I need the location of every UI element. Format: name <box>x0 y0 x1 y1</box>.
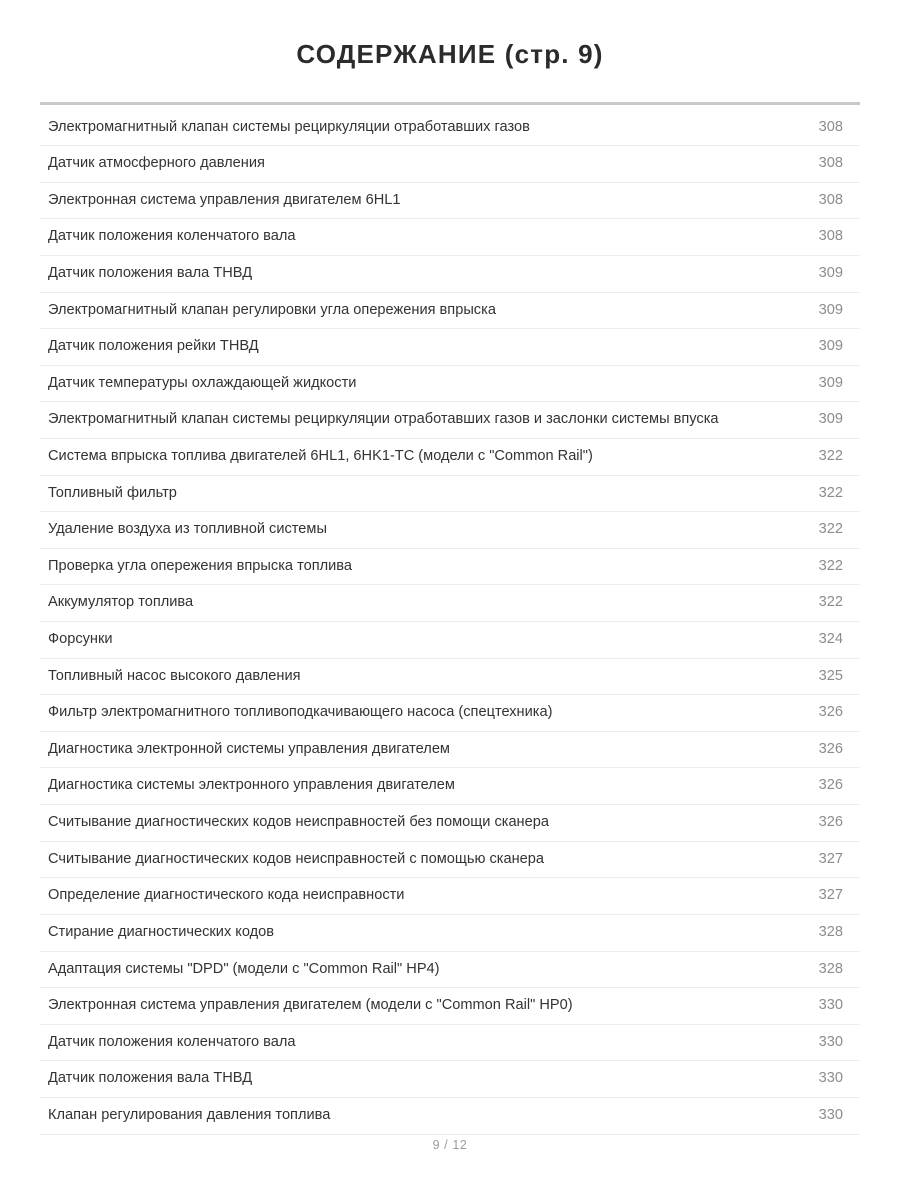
toc-entry-title: Топливный насос высокого давления <box>48 667 301 684</box>
toc-entry[interactable] <box>40 988 860 1025</box>
toc-entry-page-number: 328 <box>818 923 843 940</box>
toc-entry-title: Считывание диагностических кодов неисправностей с помощью сканера <box>48 850 544 867</box>
toc-entry-title: Датчик положения коленчатого вала <box>48 228 296 245</box>
toc-entry[interactable] <box>40 1098 860 1135</box>
toc-entry-page-number: 326 <box>818 777 843 794</box>
toc-entry[interactable] <box>40 512 860 549</box>
toc-entry-title: Клапан регулирования давления топлива <box>48 1106 331 1123</box>
toc-entry[interactable] <box>40 1025 860 1062</box>
toc-entry-title: Электронная система управления двигателем 6HL1 <box>48 191 401 208</box>
toc-entry-page-number: 322 <box>818 484 843 501</box>
toc-entry[interactable] <box>40 585 860 622</box>
toc-entry[interactable] <box>40 695 860 732</box>
toc-entry[interactable] <box>40 439 860 476</box>
toc-entry-title: Электромагнитный клапан системы рециркуляции отработавших газов и заслонки системы впуска <box>48 411 719 428</box>
toc-entry[interactable] <box>40 915 860 952</box>
toc-entry-page-number: 326 <box>818 704 843 721</box>
toc-entry[interactable] <box>40 878 860 915</box>
toc-entry-title: Диагностика системы электронного управления двигателем <box>48 777 455 794</box>
toc-entry-page-number: 308 <box>818 155 843 172</box>
toc-entry-page-number: 322 <box>818 521 843 538</box>
toc-entry-page-number: 330 <box>818 997 843 1014</box>
page-title: СОДЕРЖАНИЕ (стр. 9) <box>296 39 604 69</box>
toc-entry-title: Форсунки <box>48 631 113 648</box>
toc-entry-page-number: 322 <box>818 557 843 574</box>
toc-entry-page-number: 327 <box>818 887 843 904</box>
toc-entry[interactable] <box>40 732 860 769</box>
toc-entry-page-number: 327 <box>818 850 843 867</box>
toc-entry-title: Диагностика электронной системы управления двигателем <box>48 740 450 757</box>
toc-entry-page-number: 330 <box>818 1033 843 1050</box>
table-of-contents <box>0 105 900 1135</box>
page-indicator: 9 / 12 <box>432 1138 468 1152</box>
toc-entry[interactable] <box>40 105 860 147</box>
toc-entry-title: Удаление воздуха из топливной системы <box>48 521 327 538</box>
toc-entry-page-number: 326 <box>818 740 843 757</box>
toc-entry[interactable] <box>40 659 860 696</box>
toc-entry-title: Электромагнитный клапан системы рециркуляции отработавших газов <box>48 118 530 135</box>
page-footer <box>0 1136 900 1200</box>
toc-entry-title: Датчик положения вала ТНВД <box>48 264 253 281</box>
toc-entry[interactable] <box>40 1061 860 1098</box>
toc-entry-title: Определение диагностического кода неисправности <box>48 887 405 904</box>
toc-entry[interactable] <box>40 256 860 293</box>
toc-entry[interactable] <box>40 476 860 513</box>
toc-entry[interactable] <box>40 549 860 586</box>
toc-entry[interactable] <box>40 146 860 183</box>
toc-entry-title: Стирание диагностических кодов <box>48 923 275 940</box>
toc-entry-title: Датчик атмосферного давления <box>48 155 265 172</box>
toc-entry-title: Адаптация системы "DPD" (модели с "Common Rail" HP4) <box>48 960 440 977</box>
toc-entry-page-number: 326 <box>818 814 843 831</box>
toc-entry-page-number: 330 <box>818 1070 843 1087</box>
toc-entry-page-number: 324 <box>818 631 843 648</box>
toc-entry-page-number: 309 <box>818 374 843 391</box>
toc-entry-page-number: 309 <box>818 264 843 281</box>
toc-entry[interactable] <box>40 842 860 879</box>
toc-entry-title: Система впрыска топлива двигателей 6HL1, 6HK1-TC (модели с "Common Rail") <box>48 447 593 464</box>
toc-entry-title: Считывание диагностических кодов неисправностей без помощи сканера <box>48 814 549 831</box>
toc-entry-page-number: 308 <box>818 228 843 245</box>
toc-entry[interactable] <box>40 293 860 330</box>
toc-entry-page-number: 322 <box>818 447 843 464</box>
toc-entry-title: Электронная система управления двигателем (модели с "Common Rail" HP0) <box>48 997 573 1014</box>
toc-entry-page-number: 309 <box>818 338 843 355</box>
toc-entry-title: Фильтр электромагнитного топливоподкачивающего насоса (спецтехника) <box>48 704 553 721</box>
toc-entry[interactable] <box>40 329 860 366</box>
toc-entry-page-number: 309 <box>818 411 843 428</box>
toc-entry-page-number: 322 <box>818 594 843 611</box>
toc-entry-title: Датчик положения вала ТНВД <box>48 1070 253 1087</box>
toc-entry[interactable] <box>40 768 860 805</box>
toc-entry-title: Проверка угла опережения впрыска топлива <box>48 557 353 574</box>
toc-entry-title: Датчик положения коленчатого вала <box>48 1033 296 1050</box>
toc-entry-page-number: 309 <box>818 301 843 318</box>
toc-entry-page-number: 328 <box>818 960 843 977</box>
toc-entry-page-number: 308 <box>818 118 843 135</box>
toc-entry-title: Электромагнитный клапан регулировки угла опережения впрыска <box>48 301 496 318</box>
toc-entry[interactable] <box>40 183 860 220</box>
toc-entry[interactable] <box>40 219 860 256</box>
toc-entry-title: Датчик положения рейки ТНВД <box>48 338 259 355</box>
toc-entry-title: Датчик температуры охлаждающей жидкости <box>48 374 357 391</box>
toc-entry-page-number: 308 <box>818 191 843 208</box>
toc-entry[interactable] <box>40 952 860 989</box>
toc-entry-page-number: 325 <box>818 667 843 684</box>
toc-entry-title: Топливный фильтр <box>48 484 177 501</box>
toc-entry-page-number: 330 <box>818 1106 843 1123</box>
toc-entry[interactable] <box>40 402 860 439</box>
toc-entry[interactable] <box>40 805 860 842</box>
toc-entry[interactable] <box>40 366 860 403</box>
toc-entry-title: Аккумулятор топлива <box>48 594 194 611</box>
toc-entry[interactable] <box>40 622 860 659</box>
